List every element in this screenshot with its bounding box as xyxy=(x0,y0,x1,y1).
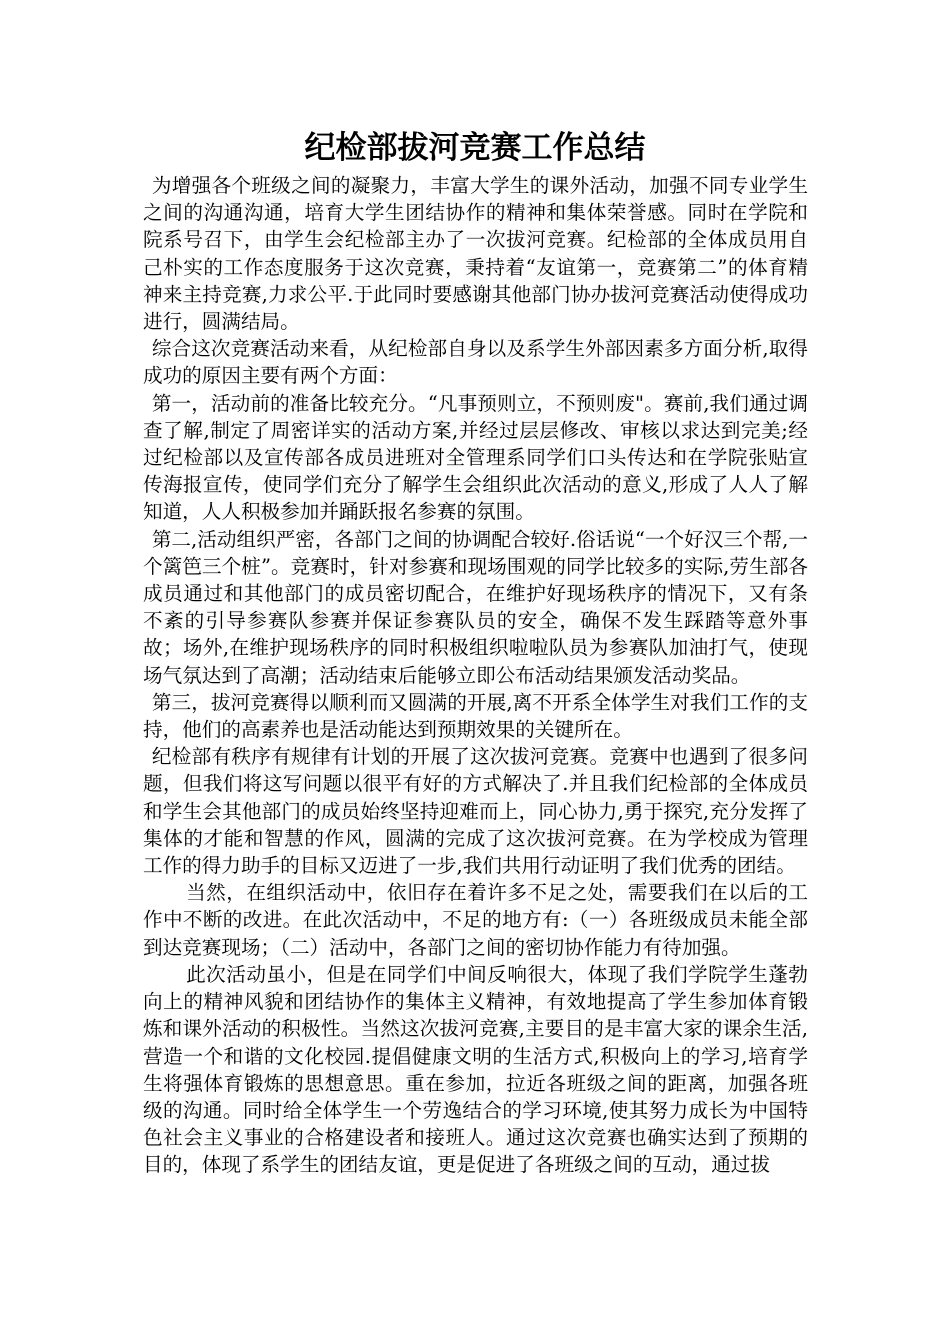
paragraph-reason-2: 第二,活动组织严密，各部门之间的协调配合较好.俗话说“一个好汉三个帮,一个篱笆三个桩”。竞赛时，针对参赛和现场围观的同学比较多的实际,劳生部各成员通过和其他部门的成员密切配合，在维护好现场秩序的情况下，又有条不紊的引导参赛队参赛并保证参赛队员的安全，确保不发生踩踏等意外事故；场外,在维护现场秩序的同时积极组织啦啦队员为参赛队加油打气，使现场气氛达到了高潮；活动结束后能够立即公布活动结果颁发活动奖品。 xyxy=(143,527,808,687)
paragraph-conclusion: 此次活动虽小，但是在同学们中间反响很大，体现了我们学院学生蓬勃向上的精神风貌和团结协作的集体主义精神，有效地提高了学生参加体育锻炼和课外活动的积极性。当然这次拔河竞赛,主要目的是丰富大家的课余生活,营造一个和谐的文化校园.提倡健康文明的生活方式,积极向上的学习,培育学生将强体育锻炼的思想意思。重在参加，拉近各班级之间的距离，加强各班级的沟通。同时给全体学生一个劳逸结合的学习环境,使其努力成长为中国特色社会主义事业的合格建设者和接班人。通过这次竞赛也确实达到了预期的目的，体现了系学生的团结友谊，更是促进了各班级之间的互动，通过拔 xyxy=(143,962,808,1177)
paragraph-shortcomings: 当然，在组织活动中，依旧存在着许多不足之处，需要我们在以后的工作中不断的改进。在此次活动中，不足的地方有:（一）各班级成员未能全部到达竞赛现场；（二）活动中，各部门之间的密切协作能力有待加强。 xyxy=(143,881,808,959)
paragraph-intro: 为增强各个班级之间的凝聚力，丰富大学生的课外活动，加强不同专业学生之间的沟通沟通，培育大学生团结协作的精神和集体荣誉感。同时在学院和院系号召下，由学生会纪检部主办了一次拔河竞赛。纪检部的全体成员用自己朴实的工作态度服务于这次竞赛，秉持着“友谊第一，竞赛第二”的体育精神来主持竞赛,力求公平.于此同时要感谢其他部门协办拔河竞赛活动使得成功进行，圆满结局。 xyxy=(143,174,808,334)
document-body xyxy=(143,172,808,1179)
paragraph-process: 纪检部有秩序有规律有计划的开展了这次拔河竞赛。竞赛中也遇到了很多问题，但我们将这写问题以很平有好的方式解决了.并且我们纪检部的全体成员和学生会其他部门的成员始终坚持迎难而上，同心协力,勇于探究,充分发挥了集体的才能和智慧的作风，圆满的完成了这次拔河竞赛。在为学校成为管理工作的得力助手的目标又迈进了一步,我们共用行动证明了我们优秀的团结。 xyxy=(143,745,808,878)
paragraph-reason-1: 第一，活动前的准备比较充分。“凡事预则立，不预则废"。赛前,我们通过调查了解,制定了周密详实的活动方案,并经过层层修改、审核以求达到完美;经过纪检部以及宣传部各成员进班对全管理系同学们口头传达和在学院张贴宣传海报宣传，使同学们充分了解学生会组织此次活动的意义,形成了人人了解知道，人人积极参加并踊跃报名参赛的氛围。 xyxy=(143,391,808,524)
paragraph-reason-3: 第三，拔河竞赛得以顺利而又圆满的开展,离不开系全体学生对我们工作的支持，他们的高素养也是活动能达到预期效果的关键所在。 xyxy=(143,690,808,742)
paragraph-summary: 综合这次竞赛活动来看，从纪检部自身以及系学生外部因素多方面分析,取得成功的原因主要有两个方面： xyxy=(143,337,808,388)
document-title: 纪检部拔河竞赛工作总结 xyxy=(304,130,646,166)
